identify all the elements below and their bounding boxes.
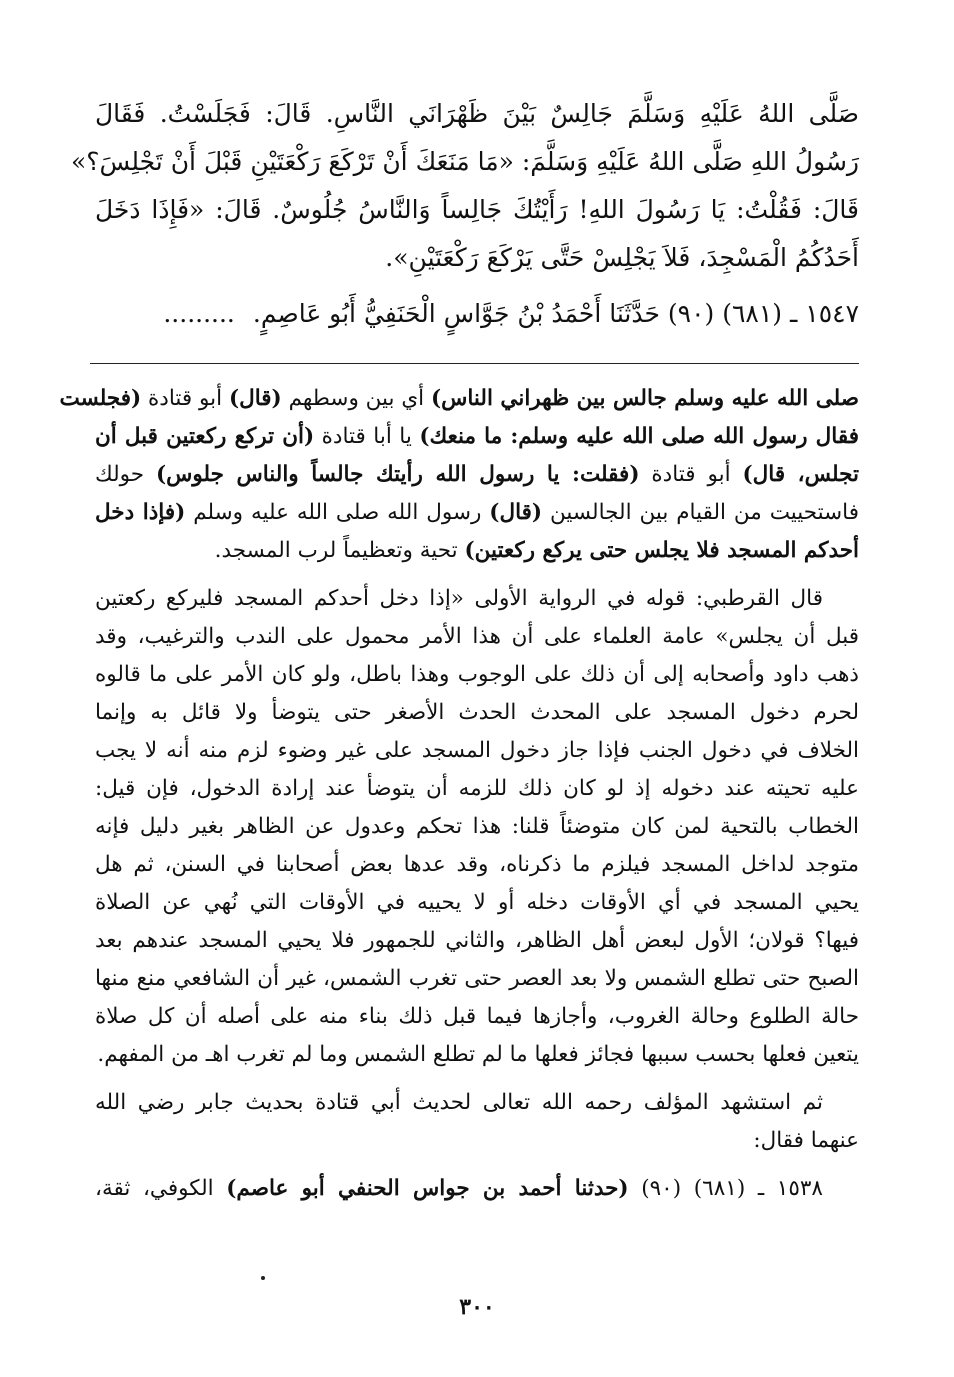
hadith-line: رَسُولُ اللهِ صَلَّى اللهُ عَلَيْهِ وَسَلَّمَ: «مَا مَنَعَكَ أَنْ تَرْكَعَ رَكْعَتَيْنِ قَبْلَ أَنْ تَجْلِسَ؟» <box>70 147 859 176</box>
commentary-line: ثم استشهد المؤلف رحمه الله تعالى لحديث أبي قتادة بحديث جابر رضي الله <box>95 1090 823 1115</box>
commentary-line: الصبح حتى تطلع الشمس ولا بعد العصر حتى تغرب الشمس، غير أن الشافعي منع منها <box>95 966 859 991</box>
commentary-line: أحدكم المسجد فلا يجلس حتى يركع ركعتين) تحية وتعظيماً لرب المسجد. <box>214 538 859 563</box>
next-hadith-line <box>95 290 859 338</box>
commentary-line: يحيي المسجد في أي الأوقات دخله أو لا يحييه في الأوقات التي نُهي عن الصلاة <box>95 890 859 915</box>
commentary-line: فاستحييت من القيام بين الجالسين (قال) رسول الله صلى الله عليه وسلم (فإذا دخل <box>95 500 859 525</box>
commentary-line: الخلاف في دخول الجنب فإذا جاز دخول المسجد على غير وضوء لزم منه أنه لا يجب <box>95 738 859 763</box>
commentary-line: حالة الطلوع وحالة الغروب، وأجازها فيما قبل ذلك بناء منه على أصله أن كل صلاة <box>95 1004 859 1029</box>
commentary-line: تجلس، قال) أبو قتادة (فقلت: يا رسول الله رأيتك جالساً والناس جلوس) حولك <box>95 462 860 487</box>
ellipsis: ......... <box>163 299 235 328</box>
commentary-line: يتعين فعلها بحسب سببها فجائز فعلها ما لم تطلع الشمس وما لم تغرب اهـ من المفهم. <box>97 1042 859 1067</box>
commentary-line: صلى الله عليه وسلم جالس بين ظهراني الناس) أي بين وسطهم (قال) أبو قتادة (فجلست <box>59 386 859 411</box>
next-hadith-chain: ١٥٤٧ ـ (٦٨١) (٩٠) حَدَّثَنَا أَحْمَدُ بْنُ جَوَّاسٍ الْحَنَفِيُّ أَبُو عَاصِمٍ. <box>252 299 859 328</box>
commentary-line: قال القرطبي: قوله في الرواية الأولى «إذا دخل أحدكم المسجد فليركع ركعتين <box>95 586 823 611</box>
commentary-line: عليه تحيته عند دخوله إذ لو كان ذلك للزمه أن يتوضأ عند إرادة الدخول، فإن قيل: <box>95 776 859 801</box>
page-number: ٣٠٠ <box>459 1294 495 1320</box>
commentary-line: قبل أن يجلس» عامة العلماء على أن هذا الأمر محمول على الندب والترغيب، وقد <box>95 624 859 649</box>
hadith-line: قَالَ: فَقُلْتُ: يَا رَسُولَ اللهِ! رَأَيْتُكَ جَالِساً وَالنَّاسُ جُلُوسٌ. قَالَ: «فَإِذَا دَخَلَ <box>95 195 859 224</box>
commentary-line: ١٥٣٨ ـ (٦٨١) (٩٠) (حدثنا أحمد بن جواس الحنفي أبو عاصم) الكوفي، ثقة، <box>95 1176 823 1201</box>
footnote-divider <box>90 363 859 364</box>
commentary-line: ذهب داود وأصحابه إلى أن ذلك على الوجوب وهذا باطل، ولو كان الأمر على ما قالوه <box>95 662 859 687</box>
hadith-line: صَلَّى اللهُ عَلَيْهِ وَسَلَّمَ جَالِسٌ بَيْنَ ظَهْرَانَي النَّاسِ. قَالَ: فَجَلَسْتُ. فَقَالَ <box>95 99 859 128</box>
commentary-line: الخطاب بالتحية لمن كان متوضئاً قلنا: هذا تحكم وعدول عن الظاهر بغير دليل فإنه <box>95 814 859 839</box>
commentary-line: فقال رسول الله صلى الله عليه وسلم: ما منعك) يا أبا قتادة (أن تركع ركعتين قبل أن <box>95 424 859 449</box>
hadith-line: أَحَدُكُمُ الْمَسْجِدَ، فَلاَ يَجْلِسْ حَتَّى يَرْكَعَ رَكْعَتَيْنِ». <box>385 243 859 272</box>
commentary-line: فيها؟ قولان؛ الأول لبعض أهل الظاهر، والثاني للجمهور فلا يحيي المسجد عندهم بعد <box>95 928 859 953</box>
commentary-line: عنهما فقال: <box>753 1128 859 1153</box>
commentary-line: لحرم دخول المسجد على المحدث الحدث الأصغر حتى يتوضأ ولا قائل به وإنما <box>95 700 859 725</box>
ink-dot <box>261 1276 265 1280</box>
commentary-line: متوجد لداخل المسجد فيلزم ما ذكرناه، وقد عدها بعض أصحابنا في السنن، ثم هل <box>95 852 859 877</box>
